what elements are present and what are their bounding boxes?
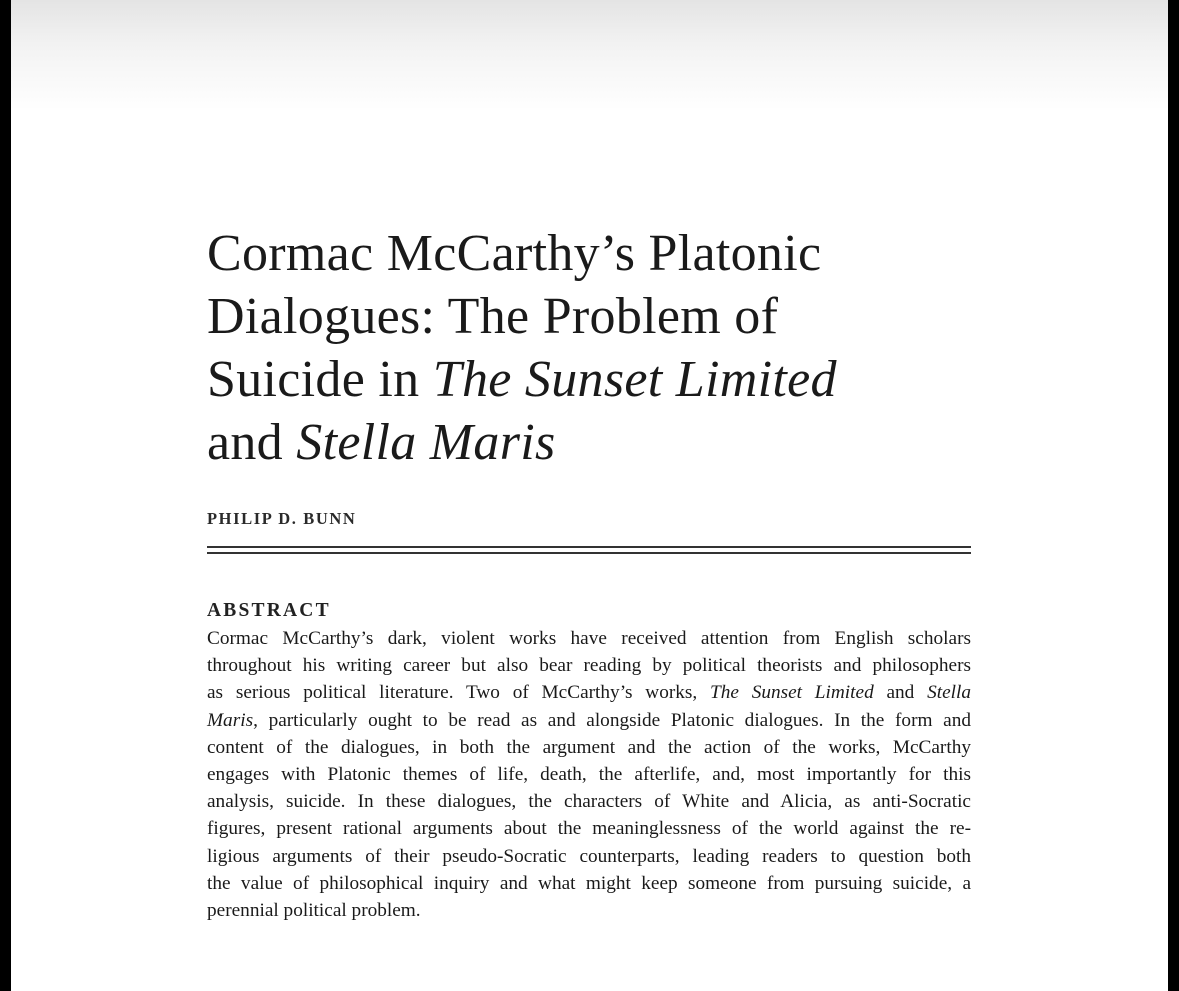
abstract-italic-title: Stella [927, 682, 971, 704]
abstract-text: as serious political literature. Two of McCarthy’s works, [207, 682, 711, 704]
document-page [11, 0, 1168, 991]
author-name: PHILIP D. BUNN [207, 509, 357, 528]
title-line-2: Dialogues: The Problem of [207, 288, 779, 345]
abstract-line: engages with Platonic themes of life, death, the afterlife, and, most importantly for this [207, 764, 971, 786]
abstract-text: , particularly ought to be read as and alongside Platonic dialogues. In the form and [253, 709, 971, 731]
abstract-line [207, 679, 971, 706]
abstract-line: the value of philosophical inquiry and what might keep someone from pursuing suicide, a [207, 872, 971, 894]
title-text: Suicide in [207, 351, 433, 408]
abstract-line [207, 707, 971, 734]
title-italic-sunset-limited: The Sunset Limited [432, 351, 837, 408]
abstract-italic-title: Maris [207, 709, 254, 731]
abstract-line: analysis, suicide. In these dialogues, the characters of White and Alicia, as anti-Socratic [207, 791, 971, 813]
title-line-3 [207, 348, 967, 411]
abstract-line: ligious arguments of their pseudo-Socratic counterparts, leading readers to question both [207, 845, 971, 867]
divider-rule-bottom [207, 552, 971, 554]
divider-rule-top [207, 546, 971, 548]
title-text: and [207, 414, 297, 471]
abstract-text: and [873, 682, 928, 704]
title-line-1: Cormac McCarthy’s Platonic [207, 225, 822, 282]
article-title [207, 222, 967, 474]
page-top-shadow [11, 0, 1168, 110]
abstract-body [207, 625, 971, 924]
abstract-italic-title: The Sunset Limited [710, 682, 874, 704]
abstract-line: throughout his writing career but also bear reading by political theorists and philosophers [207, 655, 971, 677]
abstract-heading: ABSTRACT [207, 600, 331, 621]
abstract-line: Cormac McCarthy’s dark, violent works have received attention from English scholars [207, 628, 971, 649]
abstract-line: perennial political problem. [207, 900, 421, 922]
abstract-line: content of the dialogues, in both the argument and the action of the works, McCarthy [207, 736, 971, 758]
title-italic-stella-maris: Stella Maris [296, 414, 556, 471]
title-line-4 [207, 411, 967, 474]
abstract-line: figures, present rational arguments about the meaninglessness of the world against the re- [207, 818, 971, 840]
